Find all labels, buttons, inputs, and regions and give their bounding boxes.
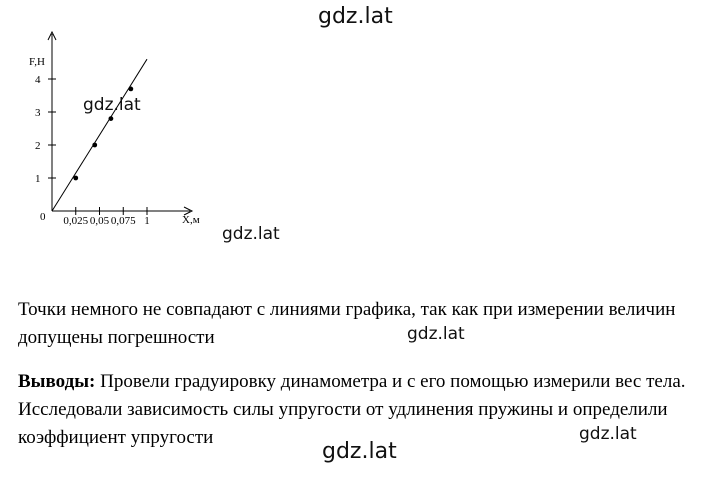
data-point-4 bbox=[128, 87, 133, 92]
watermark-paragraph: gdz.lat bbox=[407, 324, 465, 344]
force-extension-chart bbox=[0, 28, 230, 233]
y-tick-label-3: 3 bbox=[35, 107, 41, 119]
fit-line bbox=[52, 59, 147, 211]
origin-label: 0 bbox=[40, 211, 46, 223]
y-tick-label-1: 1 bbox=[35, 173, 41, 185]
data-point-3 bbox=[109, 116, 114, 121]
y-axis-label: F,H bbox=[29, 56, 45, 68]
conclusion-label: Выводы: bbox=[18, 371, 96, 392]
x-tick-label-4: 1 bbox=[144, 215, 150, 227]
x-tick-label-3: 0,075 bbox=[110, 215, 136, 227]
y-tick-label-2: 2 bbox=[35, 140, 41, 152]
y-tick-label-4: 4 bbox=[35, 74, 41, 86]
data-point-1 bbox=[73, 176, 78, 181]
watermark-conclusion: gdz.lat bbox=[579, 424, 637, 444]
watermark-chart: gdz.lat bbox=[83, 95, 141, 115]
watermark-top: gdz.lat bbox=[318, 4, 393, 29]
x-axis-label: X,м bbox=[182, 214, 200, 226]
data-point-2 bbox=[92, 143, 97, 148]
x-tick-label-2: 0,05 bbox=[89, 215, 110, 227]
watermark-bottom: gdz.lat bbox=[322, 439, 397, 464]
x-tick-label-1: 0,025 bbox=[63, 215, 89, 227]
observation-paragraph: Точки немного не совпадают с линиями графика, так как при измерении величин допущены погрешности bbox=[18, 299, 676, 348]
watermark-chart-right: gdz.lat bbox=[222, 224, 280, 244]
conclusion-body: Провели градуировку динамометра и с его помощью измерили вес тела. Исследовали зависимость силы упругости от удлинения пружины и определили коэффициент упругости bbox=[18, 371, 686, 448]
